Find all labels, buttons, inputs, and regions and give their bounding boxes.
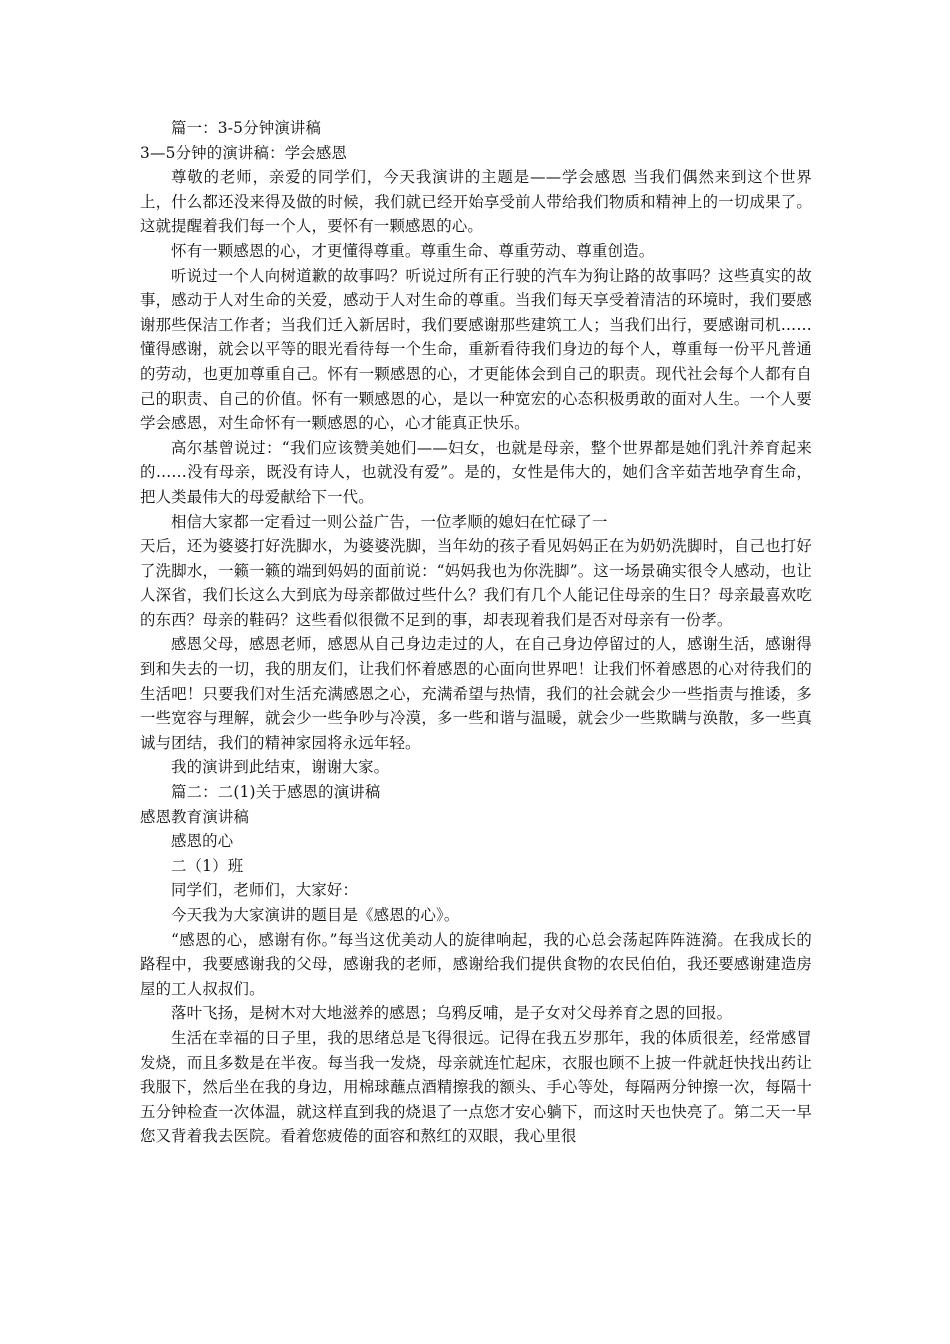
greeting: 同学们，老师们，大家好： (171, 881, 359, 900)
section-heading-2: 篇二：二(1)关于感恩的演讲稿 (171, 783, 381, 802)
speech-subtitle: 感恩的心 (171, 832, 234, 851)
paragraph: “感恩的心，感谢有你。”每当这优美动人的旋律响起，我的心总会荡起阵阵涟漪。在我成长的路程中，我要感谢我的父母，感谢我的老师，感谢给我们提供食物的农民伯伯，我还要感谢建造房屋的工人叔叔们。 (140, 930, 812, 998)
paragraph: 尊敬的老师，亲爱的同学们，今天我演讲的主题是——学会感恩 当我们偶然来到这个世界上，什么都还没来得及做的时候，我们就已经开始享受前人带给我们物质和精神上的一切成果了。这就提醒着我们每一个人，要怀有一颗感恩的心。 (140, 168, 812, 236)
class-name: 二（1）班 (171, 856, 244, 875)
paragraph: 生活在幸福的日子里，我的思绪总是飞得很远。记得在我五岁那年，我的体质很差，经常感冒发烧，而且多数是在半夜。每当我一发烧，母亲就连忙起床，衣服也顾不上披一件就赶快找出药让我服下，然后坐在我的身边，用棉球蘸点酒精擦我的额头、手心等处，每隔两分钟擦一次，每隔十五分钟检查一次体温，就这样直到我的烧退了一点您才安心躺下，而这时天也快亮了。第二天一早您又背着我去医院。看着您疲倦的面容和熬红的双眼，我心里很 (140, 1028, 812, 1146)
speech-title-2: 感恩教育演讲稿 (140, 807, 250, 826)
paragraph: 落叶飞扬，是树木对大地滋养的感恩；乌鸦反哺，是子女对父母养育之恩的回报。 (171, 1004, 733, 1023)
paragraph: 相信大家都一定看过一则公益广告，一位孝顺的媳妇在忙碌了一 (171, 512, 608, 531)
paragraph: 怀有一颗感恩的心，才更懂得尊重。尊重生命、尊重劳动、尊重创造。 (171, 241, 655, 260)
paragraph: 听说过一个人向树道歉的故事吗？听说过所有正行驶的汽车为狗让路的故事吗？这些真实的故事，感动于人对生命的关爱，感动于人对生命的尊重。当我们每天享受着清洁的环境时，我们要感谢那些保洁工作者；当我们迁入新居时，我们要感谢那些建筑工人；当我们出行，要感谢司机……懂得感谢，就会以平等的眼光看待每一个生命，重新看待我们身边的每个人，尊重每一份平凡普通的劳动，也更加尊重自己。怀有一颗感恩的心，才更能体会到自己的职责。现代社会每个人都有自己的职责、自己的价值。怀有一颗感恩的心，是以一种宽宏的心态积极勇敢的面对人生。一个人要学会感恩，对生命怀有一颗感恩的心，心才能真正快乐。 (140, 266, 812, 433)
section-heading-1: 篇一：3-5分钟演讲稿 (171, 119, 322, 137)
paragraph: 我的演讲到此结束，谢谢大家。 (171, 758, 390, 777)
paragraph: 天后，还为婆婆打好洗脚水，为婆婆洗脚，当年幼的孩子看见妈妈正在为奶奶洗脚时，自己也打好了洗脚水，一籁一籁的端到妈妈的面前说：“妈妈我也为你洗脚”。这一场景确实很令人感动，也让人深省，我们长这么大到底为母亲都做过些什么？我们有几个人能记住母亲的生日？母亲最喜欢吃的东西？母亲的鞋码？这些看似很微不足到的事，却表现着我们是否对母亲有一份孝。 (140, 537, 812, 629)
speech-title-1: 3—5分钟的演讲稿：学会感恩 (140, 143, 348, 162)
paragraph: 高尔基曾说过：“我们应该赞美她们——妇女，也就是母亲，整个世界都是她们乳汁养育起来的……没有母亲，既没有诗人，也就没有爱”。是的，女性是伟大的，她们含辛茹苦地孕育生命，把人类最伟大的母爱献给下一代。 (140, 438, 812, 506)
paragraph: 感恩父母，感恩老师，感恩从自己身边走过的人，在自己身边停留过的人，感谢生活，感谢得到和失去的一切，我的朋友们，让我们怀着感恩的心面向世界吧！让我们怀着感恩的心对待我们的生活吧！只要我们对生活充满感恩之心，充满希望与热情，我们的社会就会少一些指责与推诿，多一些宽容与理解，就会少一些争吵与冷漠，多一些和谐与温暖，就会少一些欺瞒与涣散，多一些真诚与团结，我们的精神家园将永远年轻。 (140, 635, 812, 752)
paragraph: 今天我为大家演讲的题目是《感恩的心》。 (171, 906, 460, 924)
document-body (140, 116, 812, 1149)
